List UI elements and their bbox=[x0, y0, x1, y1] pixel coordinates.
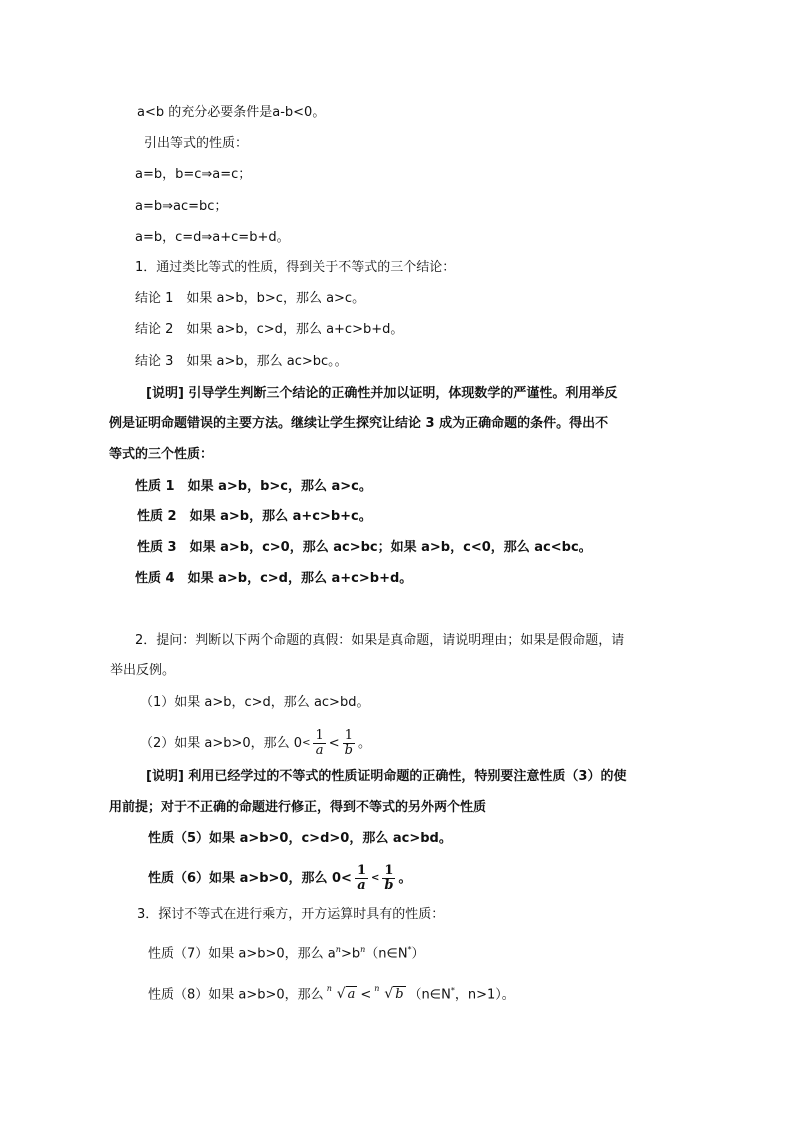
text-line: 用前提；对于不正确的命题进行修正，得到不等式的另外两个性质 bbox=[109, 800, 487, 815]
text-line-power: 性质（7）如果 a>b>0，那么 $a^n>b^n(n\in N^*)$ bbox=[148, 945, 425, 962]
text-line: [说明] 引导学生判断三个结论的正确性并加以证明，体现数学的严谨性。利用举反 bbox=[146, 386, 618, 401]
fraction-1-over-a: $\frac{1}{a}$ bbox=[356, 863, 366, 893]
text-line: 性质 3 如果 a>b，c>0，那么 ac>bc；如果 a>b，c<0，那么 ac<bc。 bbox=[137, 540, 592, 555]
text-line: a=b⇒ac=bc； bbox=[135, 199, 228, 214]
text-line: 结论 3 如果 a>b，那么 ac>bc。。 bbox=[135, 354, 348, 369]
fraction-1-over-b: $\frac{1}{b}$ bbox=[344, 728, 353, 758]
text-line: a<b 的充分必要条件是a-b<0。 bbox=[137, 105, 326, 120]
text-line: （1）如果 a>b，c>d，那么 ac>bd。 bbox=[140, 695, 370, 710]
text-line-root: 性质（8）如果 a>b>0，那么 n √ a < n √ b （n∈N*，n>1）。 bbox=[148, 981, 515, 1005]
text-line: 等式的三个性质： bbox=[109, 447, 214, 462]
text-line: 2．提问：判断以下两个命题的真假：如果是真命题，请说明理由；如果是假命题，请 bbox=[135, 633, 625, 648]
text-line: 性质（5）如果 a>b>0，c>d>0，那么 ac>bd。 bbox=[148, 831, 452, 846]
text-line: 性质 1 如果 a>b，b>c，那么 a>c。 bbox=[135, 479, 372, 494]
text-line: 1．通过类比等式的性质，得到关于不等式的三个结论： bbox=[135, 260, 456, 275]
text-line: 3．探讨不等式在进行乘方，开方运算时具有的性质： bbox=[137, 907, 445, 922]
text-line-fraction: 性质（6）如果 a>b>0，那么 0< $\frac{1}{a}$ < $\frac{1}{b}$ 。 bbox=[148, 863, 412, 893]
text-line: 性质 2 如果 a>b，那么 a+c>b+c。 bbox=[137, 509, 372, 524]
text-line: [说明] 利用已经学过的不等式的性质证明命题的正确性，特别要注意性质（3）的使 bbox=[146, 769, 627, 784]
text-line: a=b，c=d⇒a+c=b+d。 bbox=[135, 230, 290, 245]
fraction-1-over-b: $\frac{1}{b}$ bbox=[384, 863, 394, 893]
fraction-1-over-a: $\frac{1}{a}$ bbox=[315, 728, 324, 758]
text-line: 例是证明命题错误的主要方法。继续让学生探究让结论 3 成为正确命题的条件。得出不 bbox=[109, 416, 609, 431]
text-line: 结论 2 如果 a>b，c>d，那么 a+c>b+d。 bbox=[135, 322, 404, 337]
text-line: 举出反例。 bbox=[110, 663, 176, 678]
text-line: 结论 1 如果 a>b，b>c，那么 a>c。 bbox=[135, 291, 366, 306]
nth-root-a: n √ a bbox=[326, 984, 356, 1003]
text-line: a=b，b=c⇒a=c； bbox=[135, 167, 252, 182]
text-line: 引出等式的性质： bbox=[144, 136, 249, 151]
text-line: 性质 4 如果 a>b，c>d，那么 a+c>b+d。 bbox=[135, 571, 413, 586]
text-line-fraction: （2）如果 a>b>0，那么 0< $\frac{1}{a}$ < $\frac{1}{b}$ 。 bbox=[140, 728, 372, 758]
nth-root-b: n √ b bbox=[374, 984, 404, 1003]
